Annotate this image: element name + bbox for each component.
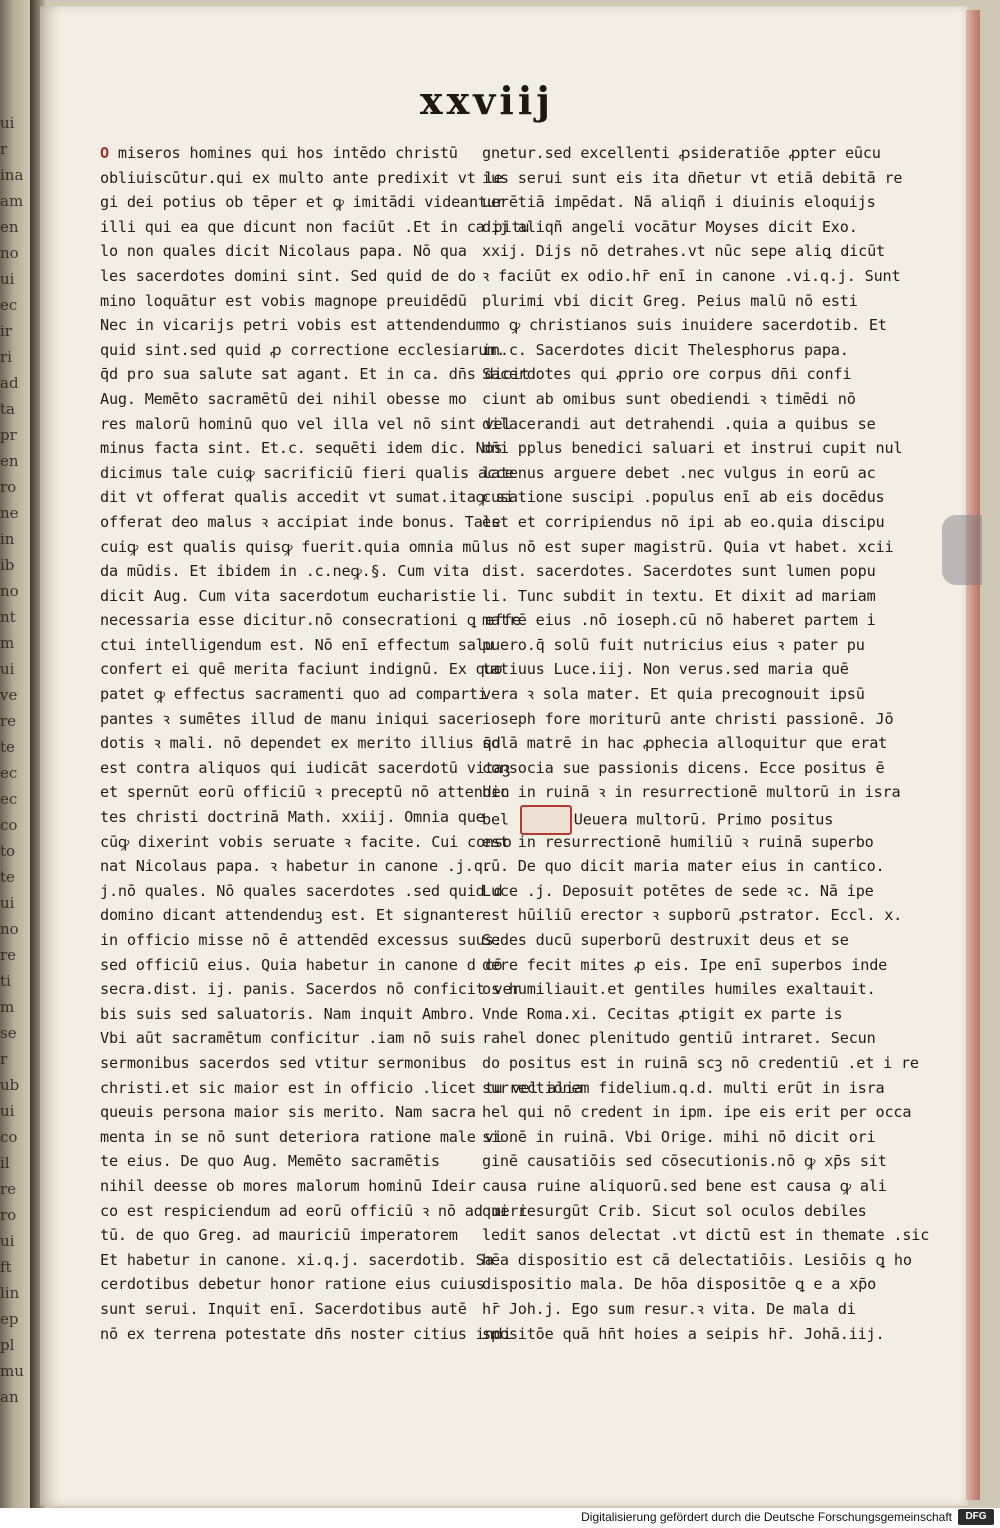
text-line: minus facta sint. Et.c. sequēti idem dic. Nos [100, 439, 503, 458]
text-line: dotis ꝛ mali. nō dependet ex merito illius q̄d [100, 734, 501, 753]
text-column-left [100, 141, 583, 1346]
facing-fragment: ui [0, 270, 15, 288]
text-line: dilacerandi aut detrahendi .quia a quibus se [482, 414, 876, 433]
footer-credit: Digitalisierung gefördert durch die Deutsche Forschungsgemeinschaft [581, 1510, 952, 1524]
text-line: ciunt ab omibus sunt obediendi ꝛ timēdi nō [482, 389, 856, 408]
facing-fragment: ve [0, 686, 18, 704]
text-line: dicimus tale cuiꝙ sacrificiū fieri qualis acce [100, 463, 514, 482]
facing-fragment: to [0, 842, 16, 860]
text-line: cusatione suscipi .populus enī ab eis docēdus [482, 488, 885, 507]
text-line: christi.et sic maior est in officio .licet tu vel alia [100, 1078, 583, 1097]
text-line: ꝛ faciūt ex odio.hr̄ enī in canone .vi.q.j. Sunt [482, 266, 901, 285]
text-line: patet ꝙ effectus sacramenti quo ad comparti [100, 685, 487, 704]
facing-fragment: ri [0, 348, 12, 366]
text-line: da mūdis. Et ibidem in .c.neꝙ.§. Cum vita [100, 562, 469, 581]
red-page-edge [966, 10, 980, 1500]
facing-fragment: ui [0, 660, 15, 678]
text-line: in.c. Sacerdotes dicit Thelesphorus papa. [482, 340, 849, 359]
text-line: est in resurrectionē humiliū ꝛ ruinā superbo [482, 832, 874, 851]
text-line: confert ei quē merita faciunt indignū. Ex quo [100, 660, 503, 679]
text-line: nat Nicolaus papa. ꝛ habetur in canone .j.q. [100, 857, 492, 876]
text-line: q̄d pro sua salute sat agant. Et in ca. dn̄s dicit [100, 365, 530, 384]
facing-fragment: m [0, 634, 15, 652]
text-line: Sedes ducū superborū destruxit deus et se [482, 931, 849, 949]
facing-fragment: re [0, 712, 17, 730]
text-line: in officio misse nō ē attendēd excessus suus: [100, 931, 503, 949]
facing-fragment: ir [0, 322, 12, 340]
text-line: dit vt offerat qualis accedit vt sumat.itaꝙ si [100, 488, 514, 507]
text-line: rū. De quo dicit maria mater eius in cantico. [482, 857, 885, 876]
text-line: matrē eius .nō ioseph.cū nō haberet partem i [482, 611, 876, 630]
text-line: hic in ruinā ꝛ in resurrectionē multorū in isra [482, 783, 901, 802]
text-line: nō ex terrena potestate dn̄s noster citius indi [100, 1324, 512, 1343]
facing-fragment: m [0, 998, 15, 1016]
facing-page-left [0, 0, 34, 1508]
facing-fragment: ec [0, 790, 18, 808]
facing-page-fragments [0, 110, 32, 1406]
text-line: ctui intelligendum est. Nō enī effectum salu [100, 635, 494, 654]
facing-fragment: ina [0, 166, 24, 184]
facing-fragment: no [0, 244, 19, 262]
text-line: et spernūt eorū officiū ꝛ preceptū nō attenden [100, 783, 510, 802]
facing-fragment: ui [0, 1102, 15, 1120]
text-line: cuiꝙ est qualis quisꝙ fuerit.quia omnia mū [100, 537, 481, 556]
facing-fragment: in [0, 530, 15, 548]
facing-fragment: re [0, 946, 17, 964]
text-line: qui resurgūt Crib. Sicut sol oculos debiles [482, 1201, 867, 1220]
rubric-initial: O [100, 144, 109, 162]
facing-fragment: ep [0, 1310, 19, 1328]
text-line: surrectionem fidelium.q.d. multi erūt in isra [482, 1078, 885, 1097]
text-line: ioseph fore moriturū ante christi passionē. Jō [482, 709, 894, 728]
facing-fragment: an [0, 1388, 19, 1406]
text-line: co est respiciendum ad eorū officiū ꝛ nō ad meri [100, 1201, 528, 1220]
text-line: est contra aliquos qui iudicāt sacerdotū vitaꝫ [100, 758, 511, 777]
text-line: sunt serui. Inquit enī. Sacerdotibus autē [100, 1299, 467, 1318]
facing-fragment: co [0, 1128, 18, 1146]
text-line: offerat deo malus ꝛ accipiat inde bonus. Tale [100, 512, 501, 531]
text-line: dispositio mala. De hōa dispositōe ꝗ e a xp̄o [482, 1275, 877, 1294]
facing-fragment: pl [0, 1336, 15, 1354]
text-line: gnetur.sed excellenti ꝓsideratiōe ꝓpter eūcu [482, 144, 881, 162]
facing-fragment: mu [0, 1362, 24, 1380]
facing-fragment: ui [0, 114, 15, 132]
facing-fragment: no [0, 920, 19, 938]
facing-fragment: ub [0, 1076, 20, 1094]
text-line: ginē causatiōis sed cōsecutionis.nō ꝙ xp̄s sit [482, 1152, 887, 1171]
text-line: les sacerdotes domini sint. Sed quid de do [100, 266, 476, 285]
text-line: secra.dist. ij. panis. Sacerdos nō conficit ver [100, 980, 521, 999]
text-line: j.nō quales. Nō quales sacerdotes .sed quid d [100, 881, 503, 900]
text-line [100, 141, 465, 166]
text-line: mino loquātur est vobis magnope preuidēdū [100, 291, 467, 310]
text-line: dicit Aug. Cum vita sacerdotum eucharistie [100, 586, 476, 605]
text-line: queuis persona maior sis merito. Nam sacra [100, 1103, 476, 1122]
facing-fragment: re [0, 1180, 17, 1198]
text-line: domino dicant attendenduꝫ est. Et signanter [100, 906, 484, 925]
text-line: cerdotibus debetur honor ratione eius cuius [100, 1275, 485, 1294]
text-line: te eius. De quo Aug. Memēto sacramētis [100, 1152, 440, 1171]
facing-fragment: ui [0, 894, 15, 912]
page-clip [942, 515, 982, 585]
text-line: sionē in ruinā. Vbi Orige. mihi nō dicit ori [482, 1127, 876, 1146]
text-line: causa ruine aliquorū.sed bene est causa ꝙ ali [482, 1176, 887, 1195]
text-line: Et habetur in canone. xi.q.j. sacerdotib. Sa [100, 1250, 494, 1269]
text-line: dn̄i pplus benedici saluari et instrui cupit nul [482, 439, 903, 458]
text-line: res malorū hominū quo vel illa vel nō sint vel [100, 414, 512, 433]
facing-fragment: ft [0, 1258, 12, 1276]
text-line: Sacerdotes qui ꝓprio ore corpus dn̄i confi [482, 365, 852, 384]
text-line: nihil deesse ob mores malorum hominū Ideir [100, 1176, 476, 1195]
text-line: hel qui nō credent in ipm. ipe eis erit per occa [482, 1103, 912, 1122]
facing-fragment: te [0, 868, 15, 886]
text-line: rahel donec plenitudo gentiū intraret. Secun [482, 1029, 876, 1048]
text-line: necessaria esse dicitur.nō consecrationi ꝗ effe [100, 611, 521, 630]
facing-fragment: ec [0, 764, 18, 782]
text-line: lus nō est super magistrū. Quia vt habet. xcii [482, 537, 894, 556]
text-line: quid sint.sed quid ꝓ correctione ecclesiarum. [100, 340, 506, 359]
text-line: os humiliauit.et gentiles humiles exaltauit. [482, 980, 876, 999]
text-line-continuation: Ueuera multorū. Primo positus [573, 810, 834, 829]
facing-fragment: no [0, 582, 19, 600]
facing-fragment: ro [0, 1206, 17, 1224]
text-line: puero.q̄ solū fuit nutricius eius ꝛ pater pu [482, 635, 865, 654]
text-line: lo non quales dicit Nicolaus papa. Nō qua [100, 242, 467, 261]
text-line: dij aliqñ angeli vocātur Moyses dicit Exo. [482, 217, 858, 236]
text-line: bis suis sed saluatoris. Nam inquit Ambro. [100, 1004, 476, 1023]
facing-fragment: r [0, 1050, 8, 1068]
facing-fragment: nt [0, 608, 16, 626]
facing-fragment: ui [0, 1232, 15, 1250]
text-line: li. Tunc subdit in textu. Et dixit ad mariam [482, 586, 876, 605]
text-line: ledit sanos delectat .vt dictū est in themate .sic [482, 1226, 930, 1245]
facing-fragment: pr [0, 426, 17, 444]
text-line: hr̄ Joh.j. Ego sum resur.ꝛ vita. De mala di [482, 1299, 856, 1318]
text-line: tū. de quo Greg. ad mauriciū imperatorem [100, 1226, 458, 1245]
text-line: ius serui sunt eis ita dn̄etur vt etiā debitā re [482, 168, 903, 187]
facing-fragment: r [0, 140, 8, 158]
text-line: gi dei potius ob tēper et ꝙ imitādi videantur [100, 193, 505, 212]
dfg-logo: DFG [958, 1509, 994, 1525]
facing-fragment: en [0, 452, 19, 470]
text-line: tatiuus Luce.iij. Non verus.sed maria quē [482, 660, 849, 679]
text-line: obliuiscūtur.qui ex multo ante predixit vt le [100, 168, 503, 187]
text-line: mo ꝙ christianos suis inuidere sacerdotib. Et [482, 316, 887, 335]
facing-fragment: ta [0, 400, 15, 418]
facing-fragment: ad [0, 374, 19, 392]
text-line: est hūiliū erector ꝛ supborū ꝓstrator. Eccl. x. [482, 906, 903, 925]
facing-fragment: ne [0, 504, 19, 522]
facing-fragment: ec [0, 296, 18, 314]
folio-number: xxviij [420, 78, 555, 123]
facing-fragment: lin [0, 1284, 20, 1302]
facing-fragment: ro [0, 478, 17, 496]
facing-fragment: en [0, 218, 19, 236]
facing-fragment: am [0, 192, 24, 210]
facing-fragment: se [0, 1024, 17, 1042]
text-column-right [482, 141, 930, 1346]
text-line: consocia sue passionis dicens. Ecce positus ē [482, 758, 885, 777]
facing-fragment: co [0, 816, 18, 834]
text-line-rest: miseros homines qui hos intēdo christū [108, 144, 458, 162]
text-line: latenus arguere debet .nec vulgus in eorū ac [482, 463, 876, 482]
text-line: hēa dispositio est cā delectatiōis. Lesiōis ꝗ ho [482, 1250, 912, 1269]
text-line: menta in se nō sunt deteriora ratione male vi [100, 1127, 503, 1146]
text-line: Aug. Memēto sacramētū dei nihil obesse mo [100, 389, 467, 408]
text-line: Vbi aūt sacramētum conficitur .iam nō suis [100, 1029, 476, 1048]
facing-fragment: ib [0, 556, 15, 574]
text-line: sermonibus sacerdos sed vtitur sermonibus [100, 1053, 467, 1072]
text-line: vera ꝛ sola mater. Et quia precognouit ipsū [482, 685, 865, 704]
text-line: do positus est in ruinā scꝫ nō credentiū .et i re [482, 1053, 919, 1072]
facing-fragment: ti [0, 972, 11, 990]
text-line: sed officiū eius. Quia habetur in canone d cō [100, 955, 503, 974]
text-line: pantes ꝛ sumētes illud de manu iniqui sacer [100, 709, 483, 728]
text-line: solā matrē in hac ꝓphecia alloquitur que erat [482, 734, 888, 753]
text-line: dere fecit mites ꝓ eis. Ipe enī superbos inde [482, 955, 888, 974]
text-line: illi qui ea que dicunt non faciūt .Et in ca pitu [100, 217, 530, 236]
text-line: uerētiā impēdat. Nā aliqñ i diuinis eloquijs [482, 193, 876, 212]
text-line: tes christi doctrinā Math. xxiij. Omnia que [100, 808, 485, 827]
text-line: cūꝙ dixerint vobis seruate ꝛ facite. Cui conso [100, 832, 512, 851]
text-line: plurimi vbi dicit Greg. Peius malū nō esti [482, 291, 858, 310]
text-line: Luce .j. Deposuit potētes de sede ꝛc. Nā ipe [482, 881, 874, 900]
text-line: est et corripiendus nō ipi ab eo.quia discipu [482, 512, 885, 531]
text-line: Vnde Roma.xi. Cecitas ꝓtigit ex parte is [482, 1004, 843, 1023]
text-line: dist. sacerdotes. Sacerdotes sunt lumen popu [482, 562, 876, 581]
text-line: Nec in vicarijs petri vobis est attendendum [100, 316, 485, 335]
text-line: xxij. Dijs nō detrahes.vt nūc sepe aliꝗ dicūt [482, 242, 885, 261]
text-line: bel Ueuera multorū. Primo positus [482, 805, 827, 830]
facing-fragment: il [0, 1154, 10, 1172]
text-line: spositōe quā hn̄t hoies a seipis hr̄. Johā.iij. [482, 1324, 885, 1343]
facing-fragment: te [0, 738, 15, 756]
